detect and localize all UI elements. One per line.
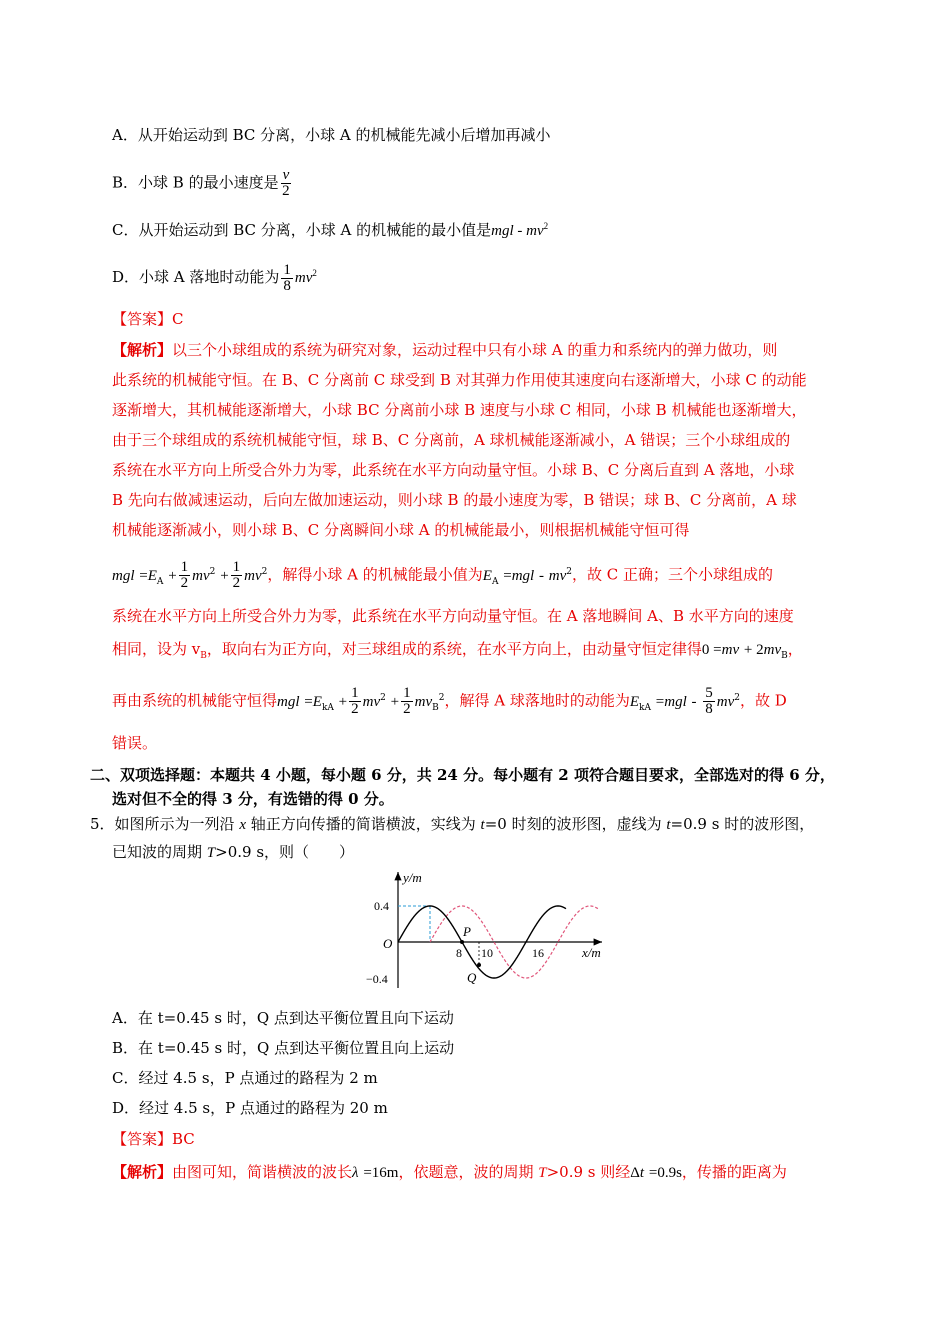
q5-option-a: A．在 t=0.45 s 时，Q 点到达平衡位置且向下运动 [112, 1009, 454, 1027]
section-heading-line-1: 二、双项选择题：本题共 4 小题，每小题 6 分，共 24 分。每小题有 2 项符合题目要求，全部选对的得 6 分， [90, 766, 835, 784]
energy-equation: mgl $=E_A$ + $\frac{1}{2}$ $mv^2$ + $\frac{1}{2}$ $mv^2$ [112, 559, 268, 591]
final-energy-equation: mgl $=E_{kA}$ + $\frac{1}{2}$ $mv^2$ + $\frac{1}{2}$ $mv_B^2$ [277, 685, 445, 717]
q4-analysis-line-6: B 先向右做减速运动，后向左做加速运动，则小球 B 的最小速度为零，B 错误；球 B、C 分离前，A 球 [112, 491, 797, 509]
q4-analysis-line-7: 机械能逐渐减小，则小球 B、C 分离瞬间小球 A 的机械能最小，则根据机械能守恒可得 [112, 521, 690, 539]
q-label: Q [467, 970, 477, 985]
q5-option-d: D．经过 4.5 s，P 点通过的路程为 20 m [112, 1099, 388, 1117]
x-tick-10: 10 [481, 946, 493, 960]
time-interval-expression: Δt =0.9s [630, 1165, 682, 1181]
section-heading-line-2: 选对但不全的得 3 分，有选错的得 0 分。 [112, 790, 394, 808]
q4-analysis-line-3: 逐渐增大，其机械能逐渐增大，小球 BC 分离前小球 B 速度与小球 C 相同，小球 B 机械能也逐渐增大， [112, 401, 807, 419]
p-label: P [463, 924, 471, 939]
origin-label: O [383, 936, 393, 951]
point-p [460, 940, 464, 944]
q4-analysis-line-1: 【解析】以三个小球组成的系统为研究对象，运动过程中只有小球 A 的重力和系统内的弹力做功，则 [112, 341, 778, 359]
q4-analysis-line-2: 此系统的机械能守恒。在 B、C 分离前 C 球受到 B 对其弹力作用使其速度向右逐渐增大，小球 C 的动能 [112, 371, 807, 389]
q4-analysis-line-5: 系统在水平方向上所受合外力为零，此系统在水平方向动量守恒。小球 B、C 分离后直到 A 落地，小球 [112, 461, 795, 479]
q4-analysis-line-9: 系统在水平方向上所受合外力为零，此系统在水平方向动量守恒。在 A 落地瞬间 A、B 水平方向的速度 [112, 607, 794, 625]
q5-stem-line-2: 已知波的周期 T>0.9 s，则（ ） [112, 843, 355, 861]
q5-analysis: 【解析】由图可知，简谐横波的波长λ =16m，依题意，波的周期 T>0.9 s 则经Δt =0.9s，传播的距离为 [112, 1163, 787, 1181]
q5-stem-line-1: 5．如图所示为一列沿 x 轴正方向传播的简谐横波，实线为 t=0 时刻的波形图，虚线为 t=0.9 s 时的波形图， [90, 815, 815, 833]
q4-analysis-line-8: mgl $=E_A$ + $\frac{1}{2}$ $mv^2$ + $\frac{1}{2}$ $mv^2$，解得小球 A 的机械能最小值为$E_A =mgl - mv^2$，故 C 正确；三个小球组成的 [112, 559, 773, 591]
x-tick-16: 16 [532, 946, 544, 960]
y-axis-label: y/m [403, 870, 422, 885]
q4-answer: 【答案】C [112, 310, 184, 328]
x-axis-label: x/m [582, 945, 601, 960]
momentum-equation: $0 =mv + 2mv_B$ [701, 642, 788, 661]
q5-option-b: B．在 t=0.45 s 时，Q 点到达平衡位置且向上运动 [112, 1039, 455, 1057]
min-energy-expression: $E_A =mgl - mv^2$ [482, 566, 572, 587]
y-tick-positive: 0.4 [374, 899, 389, 913]
q4-analysis-line-4: 由于三个球组成的系统机械能守恒，球 B、C 分离前，A 球机械能逐渐减小，A 错误；三个小球组成的 [112, 431, 791, 449]
q4-option-a: A．从开始运动到 BC 分离，小球 A 的机械能先减小后增加再减小 [112, 126, 551, 144]
kinetic-energy-expression: $E_{kA} =mgl$ - $\frac{5}{8}$ $mv^2$ [629, 685, 741, 717]
wavelength-expression: λ =16m [352, 1165, 399, 1181]
q4-analysis-line-11: 再由系统的机械能守恒得mgl $=E_{kA}$ + $\frac{1}{2}$ $mv^2$ + $\frac{1}{2}$ $mv_B^2$，解得 A 球落地时的动能为$E_{kA} =mgl$ - $\frac{5}{8}$ $mv^2$，故 D [112, 685, 787, 717]
wave-figure [360, 866, 610, 998]
q4-analysis-line-10: 相同，设为 $v_B$，取向右为正方向，对三球组成的系统，在水平方向上，由动量守恒定律得$0 =mv + 2mv_B$， [112, 640, 803, 661]
q5-option-c: C．经过 4.5 s，P 点通过的路程为 2 m [112, 1069, 378, 1087]
q4-option-b: B．小球 B 的最小速度是 $\frac{v}{2}$ [112, 167, 290, 199]
q4-analysis-line-12: 错误。 [112, 734, 158, 752]
q4-option-c: C．从开始运动到 BC 分离，小球 A 的机械能的最小值是mgl - $mv^2$ [112, 221, 549, 239]
q4-option-d: D．小球 A 落地时动能为 $\frac{1}{8}$ $mv^2$ [112, 261, 317, 294]
q5-answer: 【答案】BC [112, 1130, 195, 1148]
x-tick-8: 8 [456, 946, 462, 960]
y-tick-negative: −0.4 [366, 972, 388, 986]
